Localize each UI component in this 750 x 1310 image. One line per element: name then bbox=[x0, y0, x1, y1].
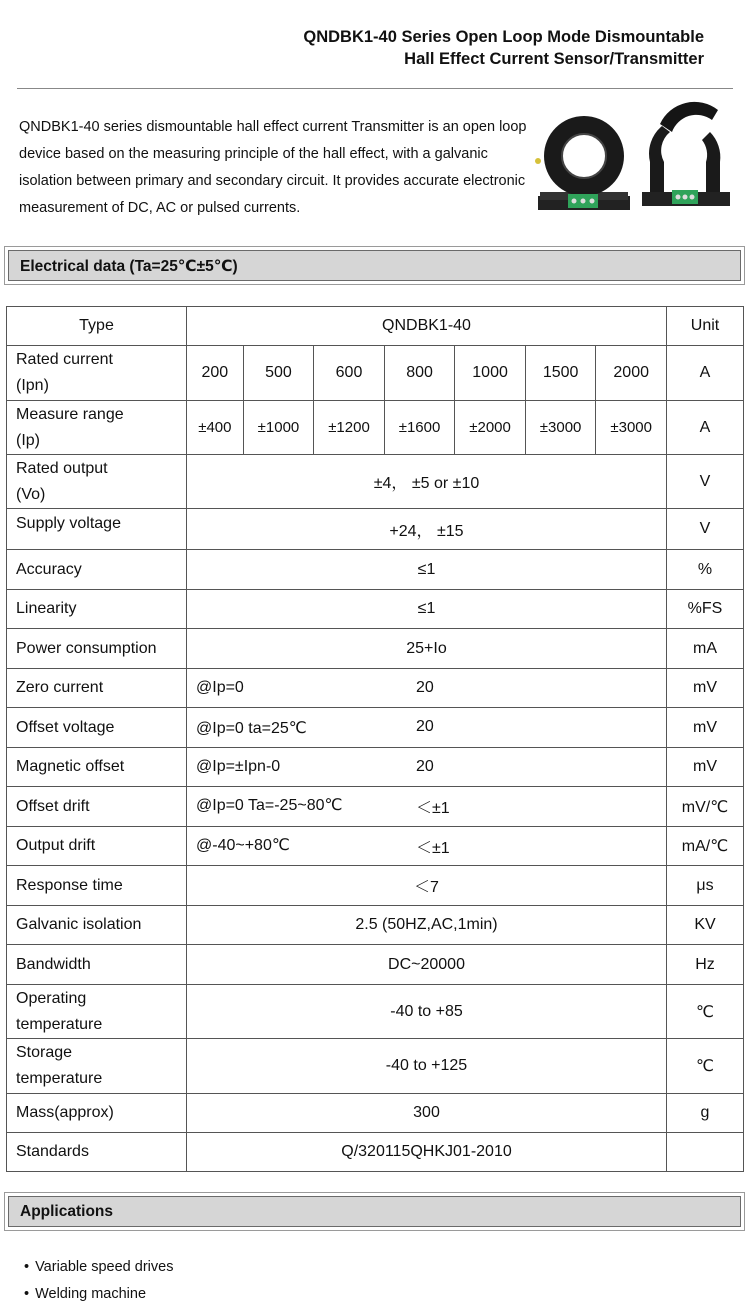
cond-cell bbox=[187, 669, 667, 708]
condition-text: @Ip=0 ta=25℃ bbox=[196, 719, 307, 737]
applications-heading: Applications bbox=[20, 1203, 114, 1220]
spec-unit: V bbox=[667, 509, 744, 550]
spec-row bbox=[7, 629, 744, 669]
spec-row bbox=[7, 455, 744, 509]
spec-value: 300 bbox=[187, 1094, 667, 1133]
spec-value: DC~20000 bbox=[187, 945, 667, 985]
condition-text: @Ip=0 Ta=-25~80℃ bbox=[196, 797, 343, 814]
spec-value: ≤1 bbox=[187, 550, 667, 590]
spec-value: 2.5 (50HZ,AC,1min) bbox=[187, 906, 667, 945]
spec-label: Mass(approx) bbox=[7, 1094, 187, 1133]
spec-label: Standards bbox=[7, 1133, 187, 1172]
spec-unit: % bbox=[667, 550, 744, 590]
measure-range-cell: ±400 bbox=[187, 401, 244, 455]
spec-label: Magnetic offset bbox=[7, 748, 187, 787]
sensor-closed-image bbox=[535, 116, 630, 210]
rated-current-cell: 1500 bbox=[525, 346, 596, 401]
cond-cell bbox=[187, 708, 667, 748]
rated-current-cell: 1000 bbox=[455, 346, 526, 401]
document-title bbox=[303, 26, 704, 70]
measure-range-cell: ±3000 bbox=[596, 401, 667, 455]
spec-label: Supply voltage bbox=[7, 509, 187, 550]
spec-unit: mV/℃ bbox=[667, 787, 744, 827]
spec-unit: mA/℃ bbox=[667, 827, 744, 866]
cond-row bbox=[7, 669, 744, 708]
measure-range-cell: ±1600 bbox=[384, 401, 455, 455]
spec-value: +24， ±15 bbox=[187, 509, 667, 550]
spec-unit bbox=[667, 1133, 744, 1172]
spec-label: Galvanic isolation bbox=[7, 906, 187, 945]
measure-range-row bbox=[7, 401, 744, 455]
cond-cell bbox=[187, 748, 667, 787]
measure-range-cell: ±1200 bbox=[314, 401, 385, 455]
title-divider bbox=[17, 88, 733, 89]
spec-label: Offset drift bbox=[7, 787, 187, 827]
list-item: • Welding machine bbox=[24, 1283, 173, 1310]
measure-range-cell: ±3000 bbox=[525, 401, 596, 455]
spec-label: Power consumption bbox=[7, 629, 187, 669]
intro-paragraph: QNDBK1-40 series dismountable hall effect current Transmitter is an open loop device based on the measuring principle of the hall effect, with a galvanic isolation between primary and secondary circuit. It provides accurate electronic measurement of DC, AC or pulsed currents. bbox=[19, 119, 527, 216]
cond-cell bbox=[187, 787, 667, 827]
spec-value: -40 to +125 bbox=[187, 1039, 667, 1094]
applications-section-header bbox=[8, 1196, 741, 1227]
cond-row bbox=[7, 827, 744, 866]
spec-value: 20 bbox=[416, 679, 434, 696]
table-header-row bbox=[7, 307, 744, 346]
spec-unit: mV bbox=[667, 748, 744, 787]
spec-unit: mA bbox=[667, 629, 744, 669]
spec-unit: ℃ bbox=[667, 985, 744, 1039]
list-item: • Variable speed drives bbox=[24, 1256, 173, 1283]
condition-text: @Ip=0 bbox=[196, 679, 244, 696]
spec-unit: mV bbox=[667, 708, 744, 748]
spec-unit: KV bbox=[667, 906, 744, 945]
spec-label: Linearity bbox=[7, 590, 187, 629]
electrical-section-header bbox=[8, 250, 741, 281]
spec-unit: V bbox=[667, 455, 744, 509]
spec-unit: Hz bbox=[667, 945, 744, 985]
spec-row bbox=[7, 1039, 744, 1094]
spec-unit: g bbox=[667, 1094, 744, 1133]
title-line-1: QNDBK1-40 Series Open Loop Mode Dismountable bbox=[303, 28, 704, 46]
cond-cell bbox=[187, 827, 667, 866]
measure-range-cell: ±2000 bbox=[455, 401, 526, 455]
header-model: QNDBK1-40 bbox=[187, 307, 667, 346]
condition-text: @Ip=±Ipn-0 bbox=[196, 758, 281, 775]
rated-current-cell: 600 bbox=[314, 346, 385, 401]
cond-row bbox=[7, 787, 744, 827]
spec-label: Operating temperature bbox=[7, 985, 187, 1039]
spec-value: Q/320115QHKJ01-2010 bbox=[187, 1133, 667, 1172]
condition-text: @-40~+80℃ bbox=[196, 836, 290, 854]
header-type: Type bbox=[7, 307, 187, 346]
spec-label: Output drift bbox=[7, 827, 187, 866]
spec-value: ±4， ±5 or ±10 bbox=[187, 455, 667, 509]
spec-row bbox=[7, 945, 744, 985]
electrical-data-table bbox=[6, 306, 744, 1172]
spec-label: Bandwidth bbox=[7, 945, 187, 985]
rated-current-label: Rated current (Ipn) bbox=[7, 346, 187, 401]
rated-current-row bbox=[7, 346, 744, 401]
spec-value: ≤1 bbox=[187, 590, 667, 629]
applications-list bbox=[24, 1256, 173, 1310]
spec-label: Response time bbox=[7, 866, 187, 906]
spec-value: ＜±1 bbox=[416, 839, 450, 857]
rated-current-cell: 500 bbox=[243, 346, 314, 401]
measure-range-cell: ±1000 bbox=[243, 401, 314, 455]
spec-row bbox=[7, 1094, 744, 1133]
spec-label: Accuracy bbox=[7, 550, 187, 590]
spec-row bbox=[7, 1133, 744, 1172]
header-unit: Unit bbox=[667, 307, 744, 346]
spec-label: Storage temperature bbox=[7, 1039, 187, 1094]
spec-row bbox=[7, 550, 744, 590]
spec-row bbox=[7, 866, 744, 906]
title-line-2: Hall Effect Current Sensor/Transmitter bbox=[404, 50, 704, 68]
sensor-open-image bbox=[642, 102, 730, 206]
electrical-heading: Electrical data (Ta=25℃±5℃) bbox=[20, 258, 238, 275]
measure-range-label: Measure range (Ip) bbox=[7, 401, 187, 455]
spec-label: Zero current bbox=[7, 669, 187, 708]
spec-row bbox=[7, 985, 744, 1039]
spec-unit: %FS bbox=[667, 590, 744, 629]
measure-range-unit: A bbox=[667, 401, 744, 455]
cond-row bbox=[7, 748, 744, 787]
spec-value: ＜7 bbox=[187, 866, 667, 906]
rated-current-cell: 800 bbox=[384, 346, 455, 401]
spec-value: 25+Io bbox=[187, 629, 667, 669]
spec-label: Rated output (Vo) bbox=[7, 455, 187, 509]
spec-row bbox=[7, 590, 744, 629]
spec-label: Offset voltage bbox=[7, 708, 187, 748]
spec-unit: μs bbox=[667, 866, 744, 906]
rated-current-unit: A bbox=[667, 346, 744, 401]
spec-value: ＜±1 bbox=[416, 800, 450, 817]
rated-current-cell: 2000 bbox=[596, 346, 667, 401]
spec-unit: mV bbox=[667, 669, 744, 708]
spec-value: 20 bbox=[416, 717, 434, 735]
spec-value: 20 bbox=[416, 758, 434, 775]
rated-current-cell: 200 bbox=[187, 346, 244, 401]
spec-row bbox=[7, 906, 744, 945]
product-photo bbox=[532, 92, 732, 232]
spec-unit: ℃ bbox=[667, 1039, 744, 1094]
spec-row bbox=[7, 509, 744, 550]
cond-row bbox=[7, 708, 744, 748]
spec-value: -40 to +85 bbox=[187, 985, 667, 1039]
